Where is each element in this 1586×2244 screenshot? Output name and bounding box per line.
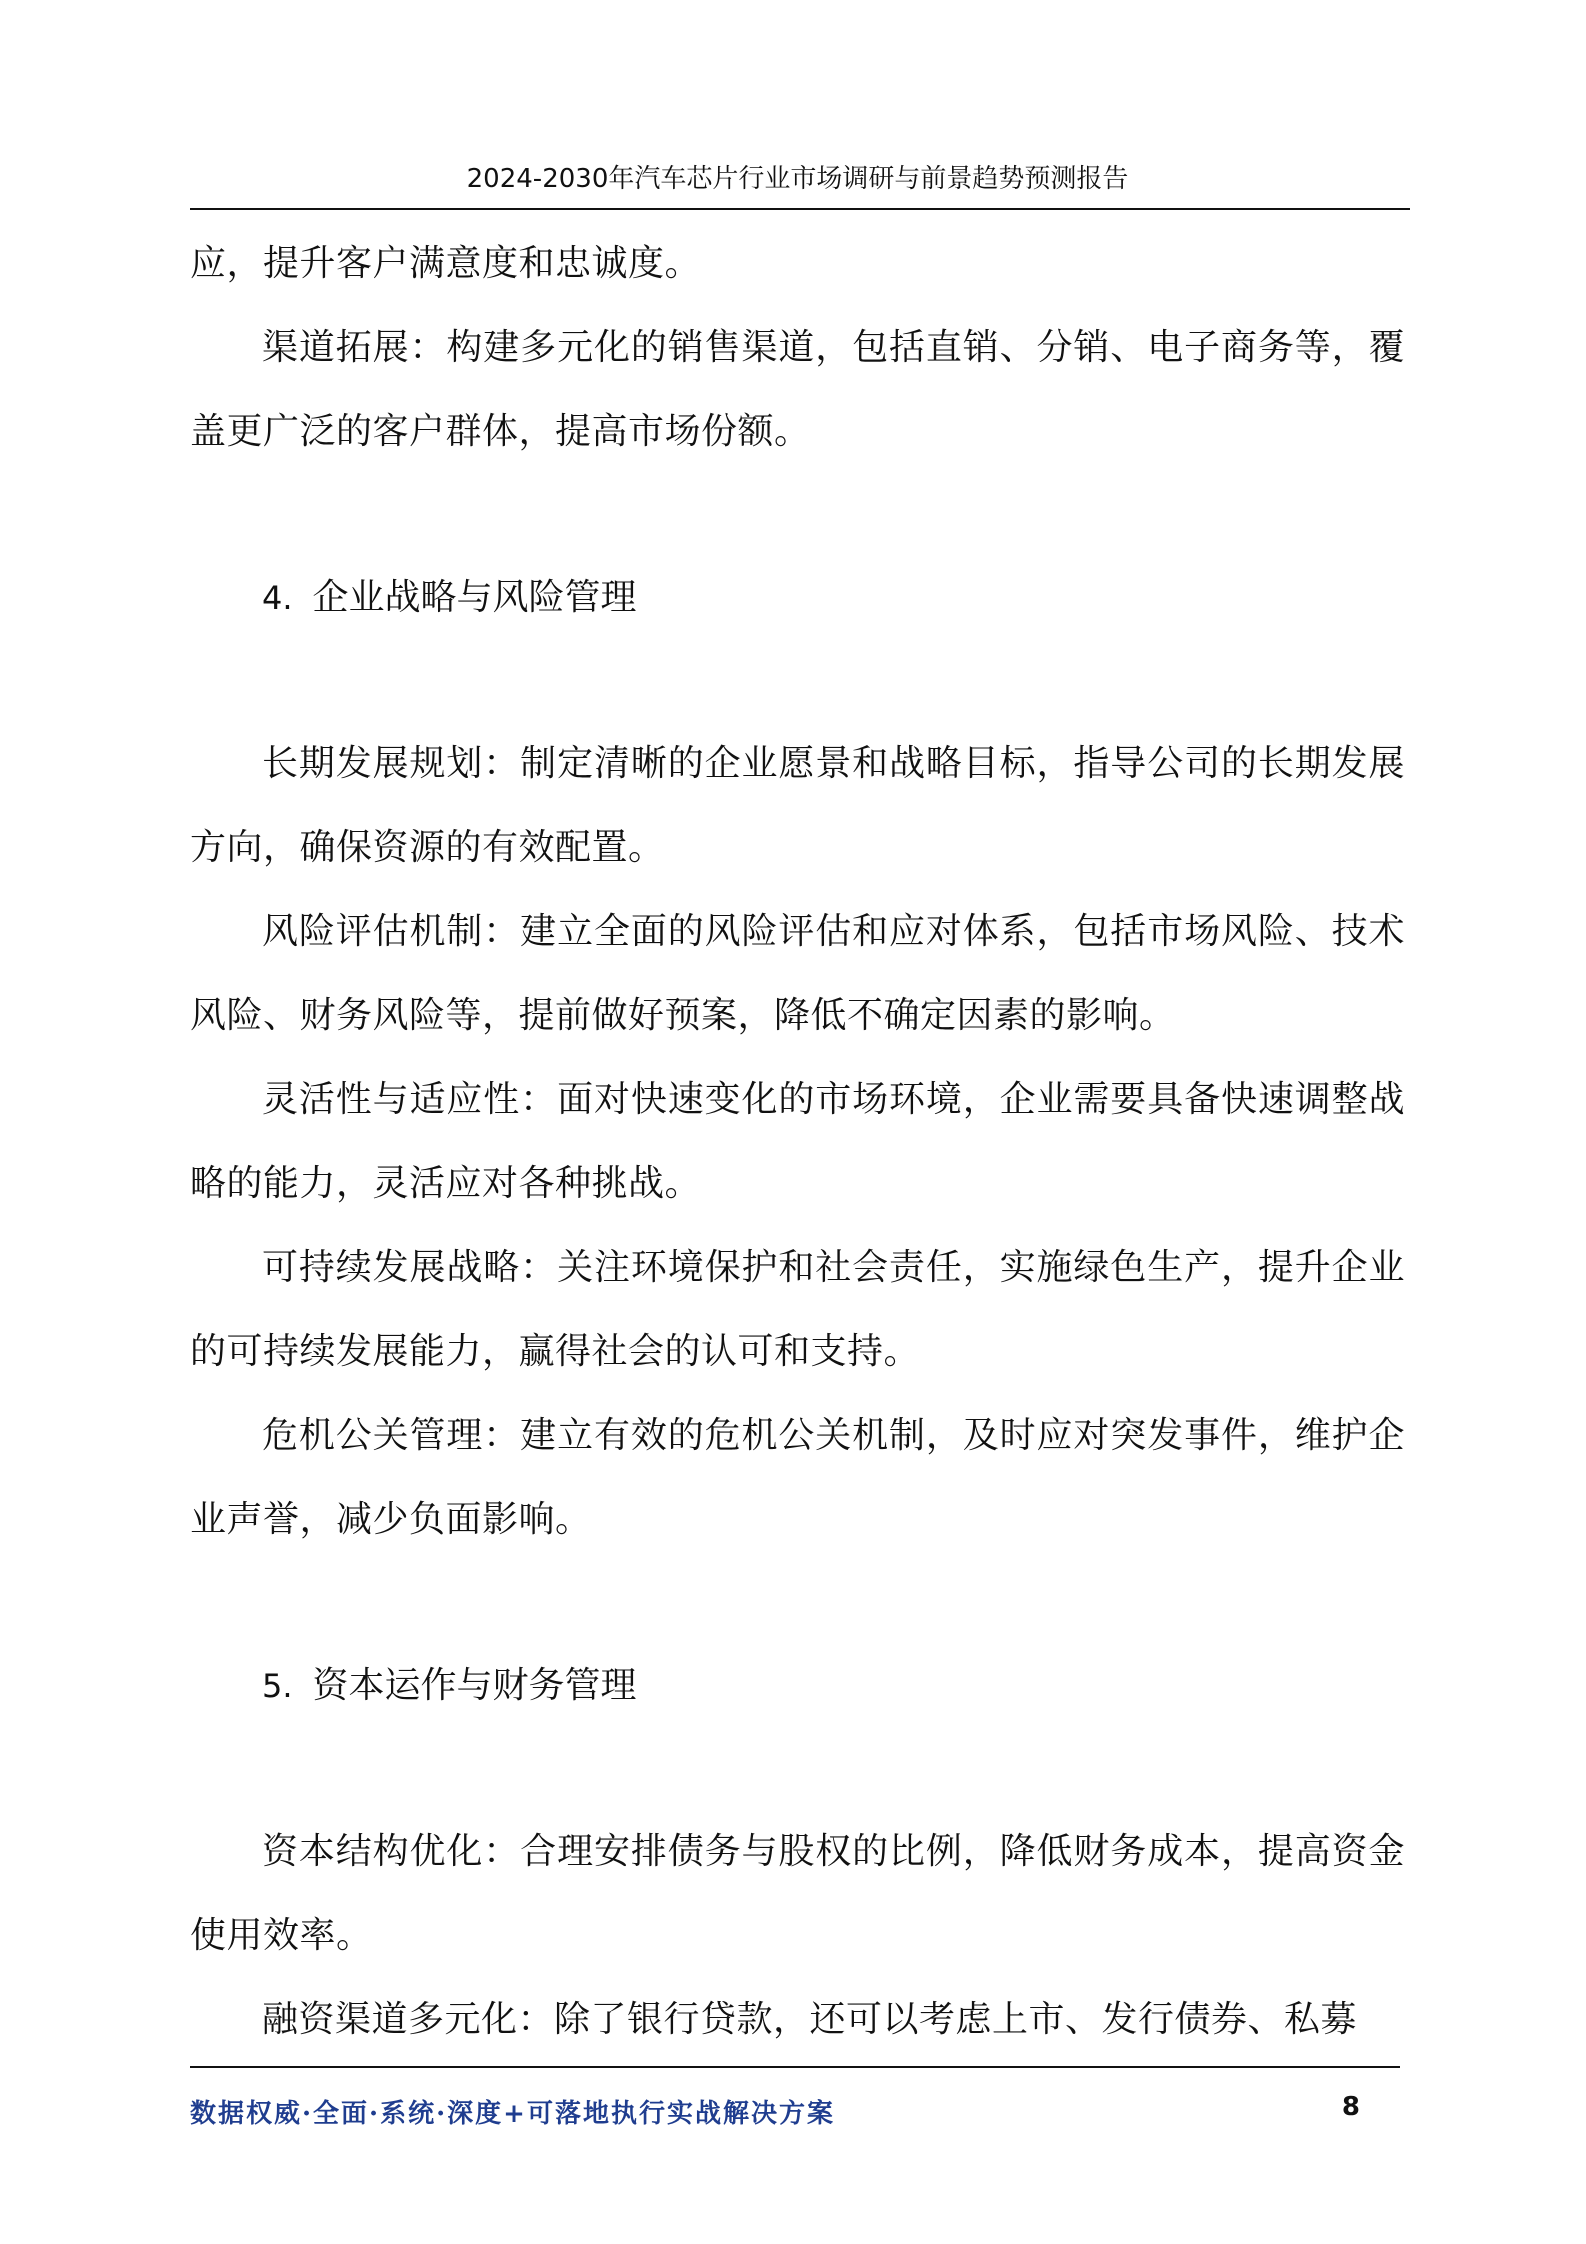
paragraph-risk-assessment: 风险评估机制：建立全面的风险评估和应对体系，包括市场风险、技术风险、财务风险等，提前做好预案，降低不确定因素的影响。 bbox=[190, 911, 1405, 1036]
paragraph-flexibility: 灵活性与适应性：面对快速变化的市场环境，企业需要具备快速调整战略的能力，灵活应对各种挑战。 bbox=[190, 1079, 1405, 1204]
section-number: 4. bbox=[262, 579, 293, 617]
paragraph-channel-expansion: 渠道拓展：构建多元化的销售渠道，包括直销、分销、电子商务等，覆盖更广泛的客户群体，提高市场份额。 bbox=[190, 327, 1405, 452]
section-title: 资本运作与财务管理 bbox=[312, 1665, 637, 1706]
paragraph-sustainability: 可持续发展战略：关注环境保护和社会责任，实施绿色生产，提升企业的可持续发展能力，赢得社会的认可和支持。 bbox=[190, 1247, 1405, 1372]
paragraph-continued: 应，提升客户满意度和忠诚度。 bbox=[190, 243, 702, 284]
section-heading-4 bbox=[190, 556, 1405, 640]
footer-slogan: 数据权威·全面·系统·深度+可落地执行实战解决方案 bbox=[190, 2099, 835, 2129]
header-divider bbox=[190, 208, 1410, 210]
footer-divider bbox=[190, 2066, 1400, 2068]
paragraph-long-term-planning: 长期发展规划：制定清晰的企业愿景和战略目标，指导公司的长期发展方向，确保资源的有效配置。 bbox=[190, 743, 1405, 868]
paragraph-financing-channels: 融资渠道多元化：除了银行贷款，还可以考虑上市、发行债券、私募 bbox=[262, 1999, 1358, 2040]
paragraph-crisis-pr: 危机公关管理：建立有效的危机公关机制，及时应对突发事件，维护企业声誉，减少负面影响。 bbox=[190, 1415, 1405, 1540]
section-title: 企业战略与风险管理 bbox=[312, 577, 637, 618]
page-header-title: 2024-2030年汽车芯片行业市场调研与前景趋势预测报告 bbox=[466, 164, 1129, 194]
page-number: 8 bbox=[1341, 2092, 1360, 2122]
section-heading-5 bbox=[190, 1644, 1405, 1728]
page-content bbox=[190, 222, 1405, 2062]
paragraph-capital-structure: 资本结构优化：合理安排债务与股权的比例，降低财务成本，提高资金使用效率。 bbox=[190, 1831, 1405, 1956]
section-number: 5. bbox=[262, 1667, 293, 1705]
